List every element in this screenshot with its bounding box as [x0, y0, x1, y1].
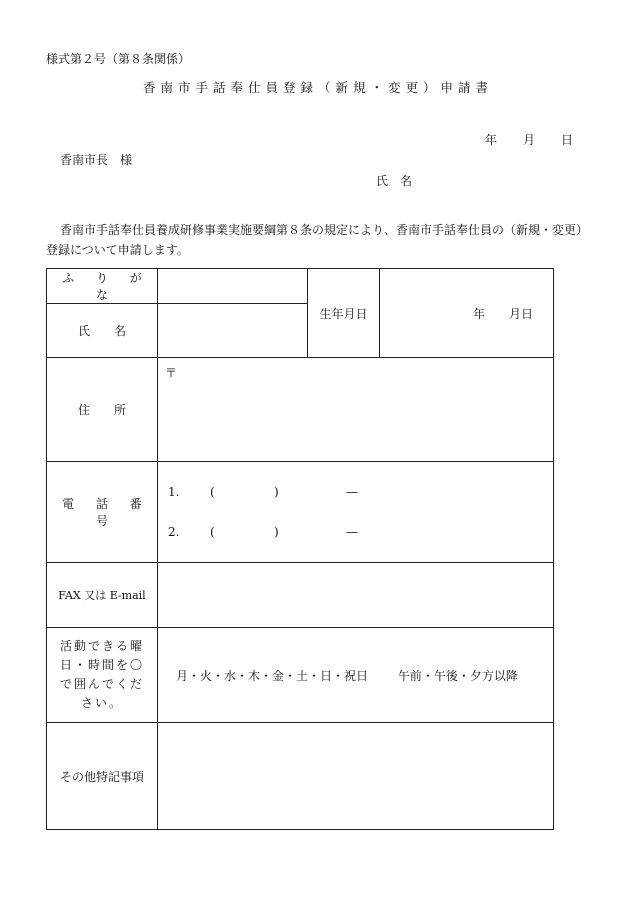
birth-year-label: 年: [472, 306, 485, 321]
phone-label: 電 話 番 号: [47, 462, 158, 563]
application-date: [485, 131, 573, 148]
phone-line-2[interactable]: [158, 512, 553, 552]
applicant-name-label: 氏 名: [376, 174, 413, 188]
phone-index: 1.: [168, 485, 180, 499]
application-statement: 香南市手話奉仕員養成研修事業実施要綱第８条の規定により、香南市手話奉仕員の（新規・変更）登録について申請します。: [46, 223, 589, 257]
address-label: 住 所: [47, 358, 158, 462]
form-number: 様式第２号（第８条関係）: [46, 52, 191, 66]
fax-email-field[interactable]: [158, 563, 554, 628]
phone-dash: —: [346, 525, 358, 539]
name-field[interactable]: [158, 304, 308, 358]
date-day-label: 日: [561, 133, 574, 147]
postal-mark: 〒: [165, 366, 178, 380]
birth-month-label: 月: [508, 306, 521, 321]
address-row: [47, 358, 554, 462]
phone-close-paren: ): [274, 485, 279, 499]
birthdate-field[interactable]: [380, 269, 554, 358]
document-title: 香南市手話奉仕員登録（新規・変更）申請書: [142, 80, 493, 95]
phone-field[interactable]: [158, 462, 554, 563]
phone-dash: —: [346, 485, 358, 499]
activity-field[interactable]: [158, 628, 554, 723]
birthdate-label: 生年月日: [308, 269, 380, 358]
activity-label-line: 活動できる曜: [59, 639, 144, 653]
phone-line-1[interactable]: [158, 472, 553, 512]
remarks-field[interactable]: [158, 723, 554, 830]
time-slot-options[interactable]: 午前・午後・夕方以降: [397, 668, 518, 683]
weekday-options[interactable]: 月・火・水・木・金・土・日・祝日: [176, 668, 369, 683]
birth-day-label: 日: [520, 306, 533, 321]
date-month-label: 月: [523, 133, 536, 147]
phone-row: [47, 462, 554, 563]
phone-open-paren: (: [210, 485, 215, 499]
fax-email-row: [47, 563, 554, 628]
phone-open-paren: (: [210, 525, 215, 539]
name-label: 氏 名: [47, 304, 158, 358]
application-table: [46, 268, 554, 830]
remarks-row: [47, 723, 554, 830]
date-year-label: 年: [485, 133, 498, 147]
fax-email-label: FAX 又は E-mail: [47, 563, 158, 628]
activity-label: [47, 628, 158, 723]
furigana-row: [47, 269, 554, 304]
activity-label-line: 日・時間を〇: [59, 658, 144, 672]
phone-index: 2.: [168, 525, 180, 539]
furigana-field[interactable]: [158, 269, 308, 304]
furigana-label: ふ り が な: [47, 269, 158, 304]
activity-row: [47, 628, 554, 723]
activity-label-line: さい。: [80, 696, 123, 710]
addressee: 香南市長 様: [60, 153, 133, 167]
activity-label-line: で囲んでくだ: [59, 677, 144, 691]
address-field[interactable]: [158, 358, 554, 462]
phone-close-paren: ): [274, 525, 279, 539]
remarks-label: その他特記事項: [47, 723, 158, 830]
